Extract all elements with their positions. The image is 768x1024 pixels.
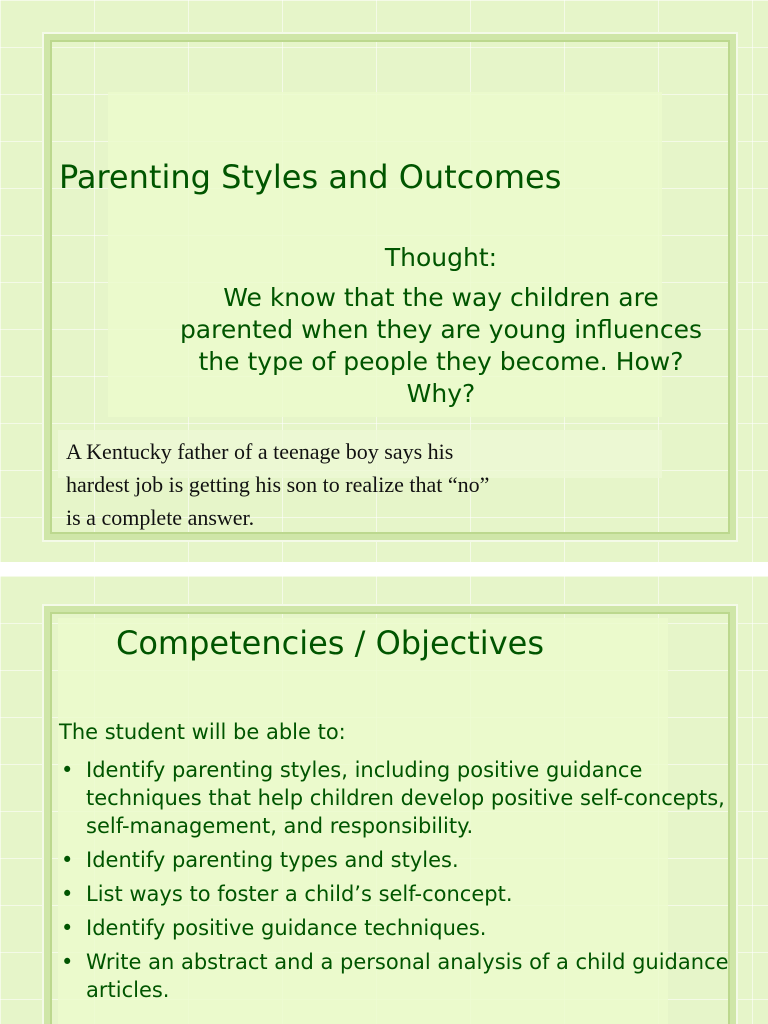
list-item: • Identify parenting types and styles. (59, 846, 739, 874)
slide-separator (0, 562, 768, 576)
thought-body: We know that the way children are parented when they are young influences the type of people they become. How? Why? (179, 283, 703, 408)
quote-text: A Kentucky father of a teenage boy says his hardest job is getting his son to realize that “no” is a complete answer. (66, 439, 490, 530)
objectives-list (59, 756, 739, 1010)
list-item: • List ways to foster a child’s self-concept. (59, 880, 739, 908)
objectives-intro: The student will be able to: (59, 720, 346, 744)
list-item: • Write an abstract and a personal analysis of a child guidance articles. (59, 948, 739, 1004)
slide-title: Parenting Styles and Outcomes (59, 158, 562, 196)
list-item: • Identify positive guidance techniques. (59, 914, 739, 942)
slide-title: Competencies / Objectives (116, 624, 544, 662)
thought-heading: Thought: (384, 243, 498, 272)
list-item: • Identify parenting styles, including positive guidance techniques that help children develop positive self-concepts, self-management, and responsibility. (59, 756, 739, 840)
thought-block (166, 242, 716, 410)
